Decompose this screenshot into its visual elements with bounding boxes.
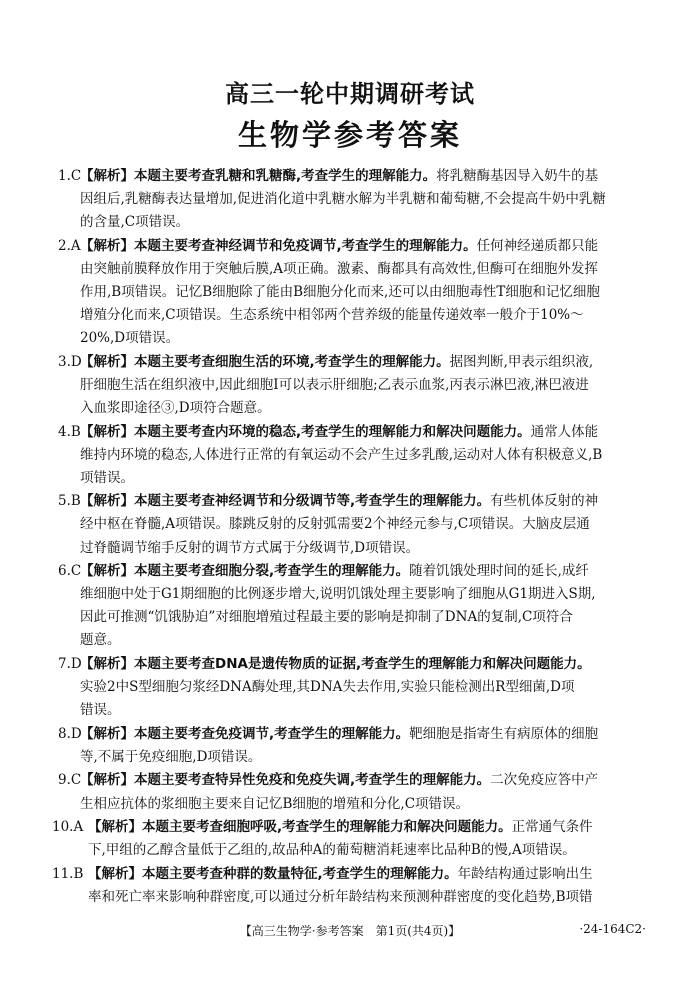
answer-text: 题意。 xyxy=(80,632,121,649)
answer-text: 任何神经递质都只能 xyxy=(476,237,599,254)
answer-text: 维持内环境的稳态,人体进行正常的有氧运动不会产生过多乳酸,运动对人体有积极意义,B xyxy=(80,446,603,463)
answer-number: 10.A xyxy=(52,819,84,836)
answer-item-3 xyxy=(58,351,658,420)
answer-text: 靶细胞是指寄生有病原体的细胞 xyxy=(409,725,599,742)
answer-item-8 xyxy=(58,723,658,769)
answer-number: 5.B xyxy=(58,493,81,510)
answer-number: 9.C xyxy=(58,772,82,789)
answer-item-1 xyxy=(58,165,658,234)
analysis-heading: 【解析】本题主要考查免疫调节,考查学生的理解能力。 xyxy=(80,725,410,742)
answer-item-9 xyxy=(58,769,658,815)
answer-number: 11.B xyxy=(52,865,84,882)
answer-number: 4.B xyxy=(58,423,81,440)
answer-text: 因此可推测“饥饿胁迫”对细胞增殖过程最主要的影响是抑制了DNA的复制,C项符合 xyxy=(80,609,573,626)
answer-text: 肝细胞生活在组织液中,因此细胞Ⅰ可以表示肝细胞;乙表示血浆,丙表示淋巴液,淋巴液进 xyxy=(80,376,589,393)
answer-key-title: 生物学参考答案 xyxy=(237,118,462,152)
answer-text: 因组后,乳糖酶表达量增加,促进消化道中乳糖水解为半乳糖和葡萄糖,不会提高牛奶中乳糖 xyxy=(80,191,606,208)
answer-text: 增殖分化而来,C项错误。生态系统中相邻两个营养级的能量传递效率一般介于10%～ xyxy=(80,307,584,324)
analysis-heading: 【解析】本题主要考查细胞分裂,考查学生的理解能力。 xyxy=(80,563,410,580)
answer-text: 错误。 xyxy=(80,702,121,719)
analysis-heading: 【解析】本题主要考查特异性免疫和免疫失调,考查学生的理解能力。 xyxy=(80,772,491,789)
answer-text: 经中枢在脊髓,A项错误。膝跳反射的反射弧需要2个神经元参与,C项错误。大脑皮层通 xyxy=(80,516,590,533)
answer-item-11 xyxy=(52,863,658,909)
analysis-heading: 【解析】本题主要考查神经调节和分级调节等,考查学生的理解能力。 xyxy=(80,493,491,510)
answer-number: 1.C xyxy=(58,168,82,184)
analysis-heading: 【解析】本题主要考查细胞生活的环境,考查学生的理解能力。 xyxy=(80,353,450,370)
answer-text: 下,甲组的乙醇含量低于乙组的,故品种A的葡萄糖消耗速率比品种B的慢,A项错误。 xyxy=(88,842,576,859)
analysis-heading: 【解析】本题主要考查内环境的稳态,考查学生的理解能力和解决问题能力。 xyxy=(80,423,531,440)
answer-text: 通常人体能 xyxy=(530,423,599,440)
analysis-heading: 【解析】本题主要考查细胞呼吸,考查学生的理解能力和解决问题能力。 xyxy=(88,819,512,836)
answer-number: 6.C xyxy=(58,563,82,580)
answer-text: 生相应抗体的浆细胞主要来自记忆B细胞的增殖和分化,C项错误。 xyxy=(80,795,470,812)
answer-text: 将乳糖酶基因导入奶牛的基 xyxy=(436,168,599,184)
answer-text: 随着饥饿处理时间的延长,成纤 xyxy=(409,563,589,580)
footer-code: ·24-164C2· xyxy=(579,922,646,936)
exam-title: 高三一轮中期调研考试 xyxy=(225,80,475,108)
answer-number: 2.A xyxy=(58,237,81,254)
footer-page-info: 【高三生物学·参考答案 第1页(共4页)】 xyxy=(239,924,461,938)
analysis-heading: 【解析】本题主要考查乳糖和乳糖酶,考查学生的理解能力。 xyxy=(80,168,437,184)
answer-text: 二次免疫应答中产 xyxy=(490,772,599,789)
answer-item-10 xyxy=(52,816,658,862)
answer-text: 等,不属于免疫细胞,D项错误。 xyxy=(80,748,262,765)
answer-item-7 xyxy=(58,653,658,722)
answer-text: 由突触前膜释放作用于突触后膜,A项正确。激素、酶都具有高效性,但酶可在细胞外发挥 xyxy=(80,260,598,277)
answer-text: 项错误。 xyxy=(80,469,134,486)
answer-item-6 xyxy=(58,560,658,652)
answer-text: 有些机体反射的神 xyxy=(490,493,599,510)
answer-number: 8.D xyxy=(58,725,82,742)
answer-number: 3.D xyxy=(58,353,82,370)
analysis-heading: 【解析】本题主要考查DNA是遗传物质的证据,考查学生的理解能力和解决问题能力。 xyxy=(80,655,591,672)
answer-text: 率和死亡率来影响种群密度,可以通过分析年龄结构来预测种群密度的变化趋势,B项错 xyxy=(88,888,593,905)
analysis-heading: 【解析】本题主要考查神经调节和免疫调节,考查学生的理解能力。 xyxy=(80,237,477,254)
answer-text: 据图判断,甲表示组织液, xyxy=(449,353,594,370)
answer-item-2 xyxy=(58,235,658,350)
answer-text: 正常通气条件 xyxy=(511,819,593,836)
answer-text: 过脊髓调节缩手反射的调节方式属于分级调节,D项错误。 xyxy=(80,539,420,556)
answer-text: 实验2中S型细胞匀浆经DNA酶处理,其DNA失去作用,实验只能检测出R型细菌,D项 xyxy=(80,679,575,696)
answer-text: 作用,B项错误。记忆B细胞除了能由B细胞分化而来,还可以由细胞毒性T细胞和记忆细胞 xyxy=(80,283,600,300)
answer-text: 的含量,C项错误。 xyxy=(80,214,190,231)
analysis-heading: 【解析】本题主要考查种群的数量特征,考查学生的理解能力。 xyxy=(88,865,458,882)
answer-item-5 xyxy=(58,490,658,559)
answer-text: 入血浆即途径③,D项符合题意。 xyxy=(80,399,271,416)
answer-text: 年龄结构通过影响出生 xyxy=(457,865,593,882)
answer-text: 维细胞中处于G1期细胞的比例逐步增大,说明饥饿处理主要影响了细胞从G1期进入S期, xyxy=(80,586,596,603)
answer-list xyxy=(52,165,658,910)
answer-text: 20%,D项错误。 xyxy=(80,330,180,347)
answer-number: 7.D xyxy=(58,655,82,672)
answer-item-4 xyxy=(58,421,658,490)
